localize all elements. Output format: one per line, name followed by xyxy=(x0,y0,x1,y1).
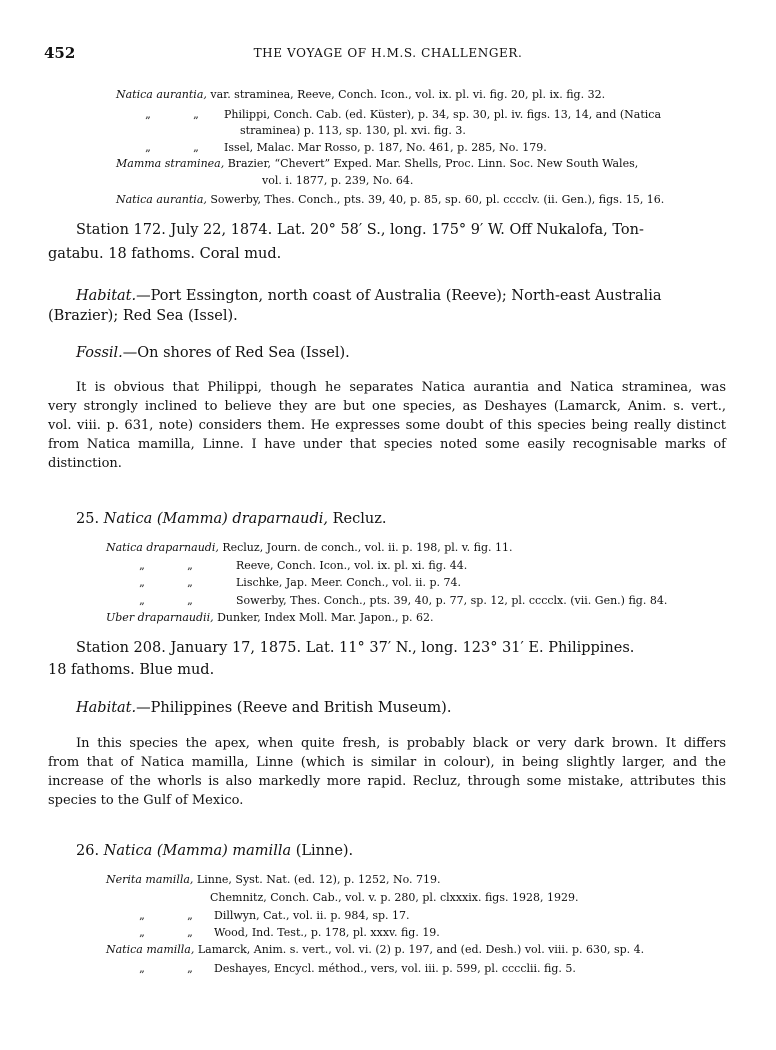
station-line: Station 208. January 17, 1875. Lat. 11° 37′ N., long. 123° 31′ E. Philippines. xyxy=(76,640,635,656)
body-text-line: It is obvious that Philippi, though he separates Natica aurantia and Natica straminea, was xyxy=(76,380,726,395)
fossil-line: Fossil.—On shores of Red Sea (Issel). xyxy=(76,345,350,361)
species-heading: 26. Natica (Mamma) mamilla (Linne). xyxy=(76,843,354,859)
station-line: 18 fathoms. Blue mud. xyxy=(48,662,215,678)
synonymy-line: Uber draparnaudii, Dunker, Index Moll. Mar. Japon., p. 62. xyxy=(106,611,434,624)
body-text-line: very strongly inclined to believe they are but one species, as Deshayes (Lamarck, Anim. s. vert., xyxy=(48,399,726,414)
body-text-line: In this species the apex, when quite fresh, is probably black or very dark brown. It differs xyxy=(76,736,726,751)
synonymy-line: „ „ Wood, Ind. Test., p. 178, pl. xxxv. fig. 19. xyxy=(139,926,440,939)
synonymy-line: Natica draparnaudi, Recluz, Journ. de conch., vol. ii. p. 198, pl. v. fig. 11. xyxy=(106,541,513,554)
synonymy-line: Nerita mamilla, Linne, Syst. Nat. (ed. 12), p. 1252, No. 719. xyxy=(106,873,441,886)
body-text-line: distinction. xyxy=(48,456,122,471)
synonymy-line: Natica mamilla, Lamarck, Anim. s. vert., vol. vi. (2) p. 197, and (ed. Desh.) vol. viii. p. 630, sp. 4. xyxy=(106,943,645,956)
synonymy-line: „ „ Philippi, Conch. Cab. (ed. Küster), p. 34, sp. 30, pl. iv. figs. 13, 14, and (Natica xyxy=(145,108,661,121)
body-text-line: vol. viii. p. 631, note) considers them. He expresses some doubt of this species being really distinct xyxy=(48,418,726,433)
body-text-line: from that of Natica mamilla, Linne (which is similar in colour), in being slightly larger, and the xyxy=(48,755,726,770)
habitat-line: (Brazier); Red Sea (Issel). xyxy=(48,308,238,324)
body-text-line: from Natica mamilla, Linne. I have under that species noted some easily recognisable marks of xyxy=(48,437,726,452)
station-line: Station 172. July 22, 1874. Lat. 20° 58′ S., long. 175° 9′ W. Off Nukalofa, Ton- xyxy=(76,222,644,238)
synonymy-line: „ „ Sowerby, Thes. Conch., pts. 39, 40, p. 77, sp. 12, pl. cccclx. (vii. Gen.) fig. 84. xyxy=(139,594,668,607)
species-heading: 25. Natica (Mamma) draparnaudi, Recluz. xyxy=(76,511,387,527)
synonymy-line: vol. i. 1877, p. 239, No. 64. xyxy=(262,174,414,187)
synonymy-line: straminea) p. 113, sp. 130, pl. xvi. fig. 3. xyxy=(240,124,466,137)
synonymy-line: „ „ Dillwyn, Cat., vol. ii. p. 984, sp. 17. xyxy=(139,909,410,922)
synonymy-line: Mamma straminea, Brazier, “Chevert” Exped. Mar. Shells, Proc. Linn. Soc. New South Wales, xyxy=(116,157,639,170)
synonymy-line: „ „ Reeve, Conch. Icon., vol. ix. pl. xi. fig. 44. xyxy=(139,559,468,572)
synonymy-line: Chemnitz, Conch. Cab., vol. v. p. 280, pl. clxxxix. figs. 1928, 1929. xyxy=(210,891,579,904)
body-text-line: increase of the whorls is also markedly more rapid. Recluz, through some mistake, attributes this xyxy=(48,774,726,789)
synonymy-line: „ „ Lischke, Jap. Meer. Conch., vol. ii. p. 74. xyxy=(139,576,461,589)
running-header xyxy=(0,44,776,64)
synonymy-line: Natica aurantia, var. straminea, Reeve, Conch. Icon., vol. ix. pl. vi. fig. 20, pl. ix. fig. 32. xyxy=(116,88,606,101)
synonymy-line: „ „ Issel, Malac. Mar Rosso, p. 187, No. 461, p. 285, No. 179. xyxy=(145,141,547,154)
station-line: gatabu. 18 fathoms. Coral mud. xyxy=(48,246,282,262)
habitat-line: Habitat.—Philippines (Reeve and British Museum). xyxy=(76,700,452,716)
body-text-line: species to the Gulf of Mexico. xyxy=(48,793,244,808)
synonymy-line: „ „ Deshayes, Encycl. méthod., vers, vol. iii. p. 599, pl. cccclii. fig. 5. xyxy=(139,962,576,975)
running-title: THE VOYAGE OF H.M.S. CHALLENGER. xyxy=(253,46,523,60)
synonymy-line: Natica aurantia, Sowerby, Thes. Conch., pts. 39, 40, p. 85, sp. 60, pl. cccclv. (ii. Gen.), figs. 15, 16. xyxy=(116,193,665,206)
page-number: 452 xyxy=(44,44,76,62)
habitat-line: Habitat.—Port Essington, north coast of Australia (Reeve); North-east Australia xyxy=(76,288,662,304)
